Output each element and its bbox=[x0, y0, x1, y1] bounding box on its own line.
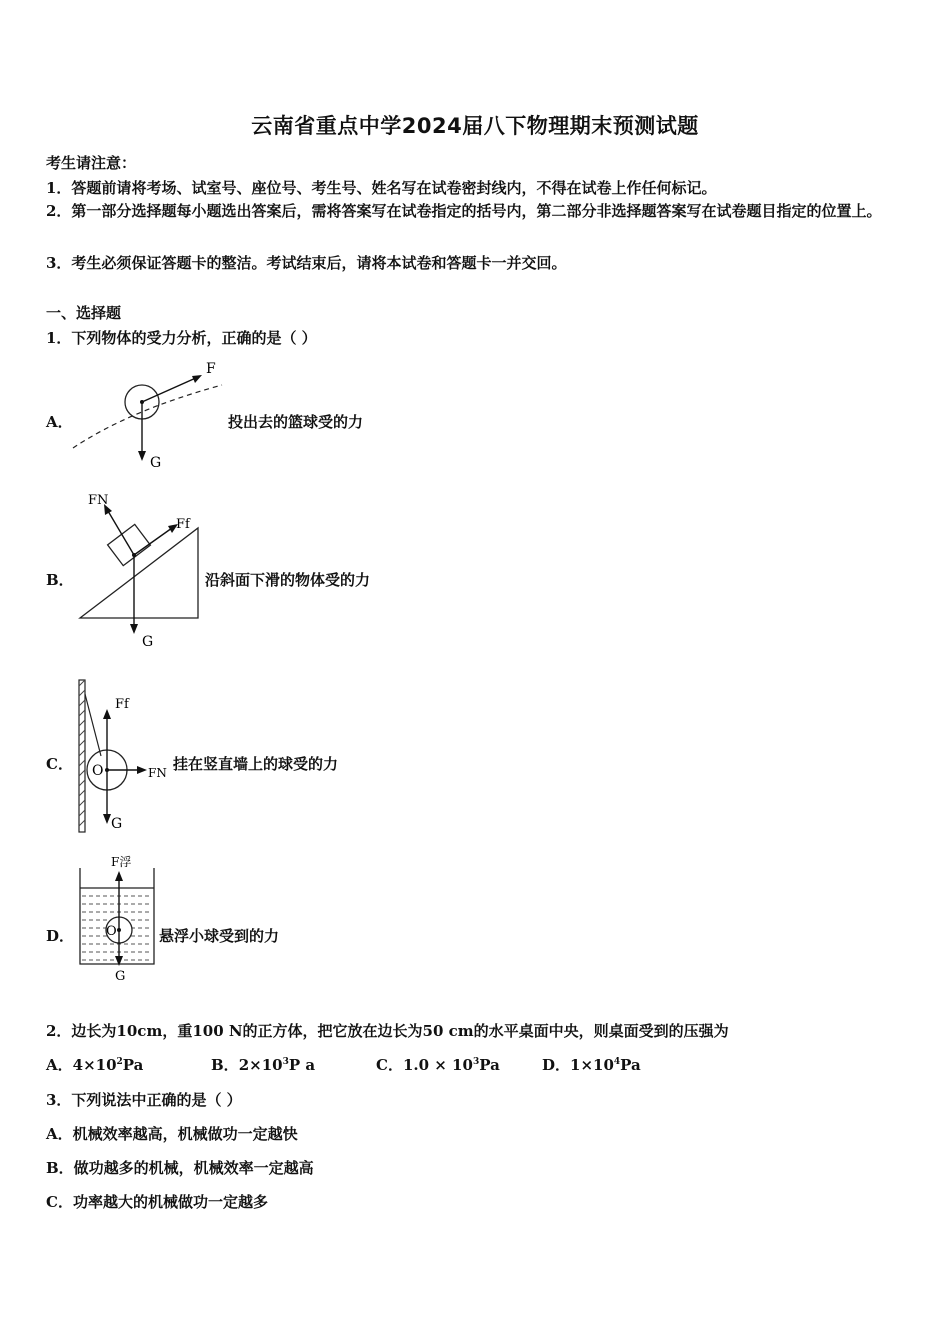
q3-option-a: A．机械效率越高，机械做功一定越快 bbox=[46, 1125, 298, 1143]
force-ff-label: Ff bbox=[115, 697, 129, 712]
exam-title: 云南省重点中学2024届八下物理期末预测试题 bbox=[251, 114, 699, 138]
q1-stem: 1．下列物体的受力分析，正确的是（ ） bbox=[46, 329, 317, 347]
force-g-label: G bbox=[150, 455, 162, 471]
force-g-label: G bbox=[115, 969, 126, 984]
q3-option-c: C．功率越大的机械做功一定越多 bbox=[46, 1193, 268, 1211]
force-fn-label: FN bbox=[88, 493, 109, 508]
force-ff-label: Ff bbox=[176, 517, 190, 532]
q1-option-d-caption: 悬浮小球受到的力 bbox=[159, 927, 280, 945]
q1-option-d-label: D． bbox=[46, 927, 75, 945]
hanging-string bbox=[85, 694, 101, 756]
q2-option-d: D．$1\times 10^4Pa$ bbox=[542, 1056, 641, 1074]
q2-option-b: B．$2\times 10^3P$ a bbox=[211, 1056, 316, 1074]
center-o-label: O bbox=[92, 763, 104, 779]
q3-option-b: B．做功越多的机械，机械效率一定越高 bbox=[46, 1159, 314, 1177]
q1-option-c-caption: 挂在竖直墙上的球受的力 bbox=[173, 755, 339, 773]
q1-option-c-label: C． bbox=[46, 755, 73, 773]
notice-item-2: 2．第一部分选择题每小题选出答案后，需将答案写在试卷指定的括号内，第二部分非选择题答案写在试卷题目指定的位置上。 bbox=[46, 202, 882, 220]
force-g-label: G bbox=[111, 816, 123, 832]
wall-ball-force-diagram bbox=[75, 676, 175, 836]
section-heading: 一、选择题 bbox=[46, 304, 122, 322]
force-f-arrow bbox=[142, 377, 198, 402]
q1-option-a-caption: 投出去的篮球受的力 bbox=[228, 413, 364, 431]
q1-option-a-label: A． bbox=[46, 413, 73, 431]
notice-heading: 考生请注意： bbox=[46, 154, 137, 172]
q1-option-b-caption: 沿斜面下滑的物体受的力 bbox=[205, 571, 371, 589]
q2-stem: 2．边长为10cm，重100 N的正方体，把它放在边长为50 cm的水平桌面中央，则桌面受到的压强为 bbox=[46, 1022, 729, 1040]
notice-item-3: 3．考生必须保证答题卡的整洁。考试结束后，请将本试卷和答题卡一并交回。 bbox=[46, 254, 567, 272]
block-on-incline bbox=[108, 524, 151, 565]
center-o-label: O bbox=[106, 924, 117, 939]
incline-force-diagram bbox=[70, 488, 205, 653]
basketball-force-diagram bbox=[70, 355, 230, 475]
suspended-ball-force-diagram bbox=[75, 852, 160, 984]
force-fbuoy-label: F浮 bbox=[111, 855, 132, 869]
notice-item-1: 1．答题前请将考场、试室号、座位号、考生号、姓名写在试卷密封线内，不得在试卷上作任何标记。 bbox=[46, 179, 717, 197]
q1-option-b-label: B． bbox=[46, 571, 74, 589]
force-fn-label: FN bbox=[148, 766, 167, 780]
q2-option-c: C．$1.0 \times 10^3Pa$ bbox=[376, 1056, 500, 1074]
water-container bbox=[80, 868, 154, 964]
force-g-label: G bbox=[142, 634, 154, 650]
q3-stem: 3．下列说法中正确的是（ ） bbox=[46, 1091, 242, 1109]
q2-option-a: A．$4\times 10^2Pa$ bbox=[46, 1056, 144, 1074]
force-f-label: F bbox=[206, 361, 216, 377]
